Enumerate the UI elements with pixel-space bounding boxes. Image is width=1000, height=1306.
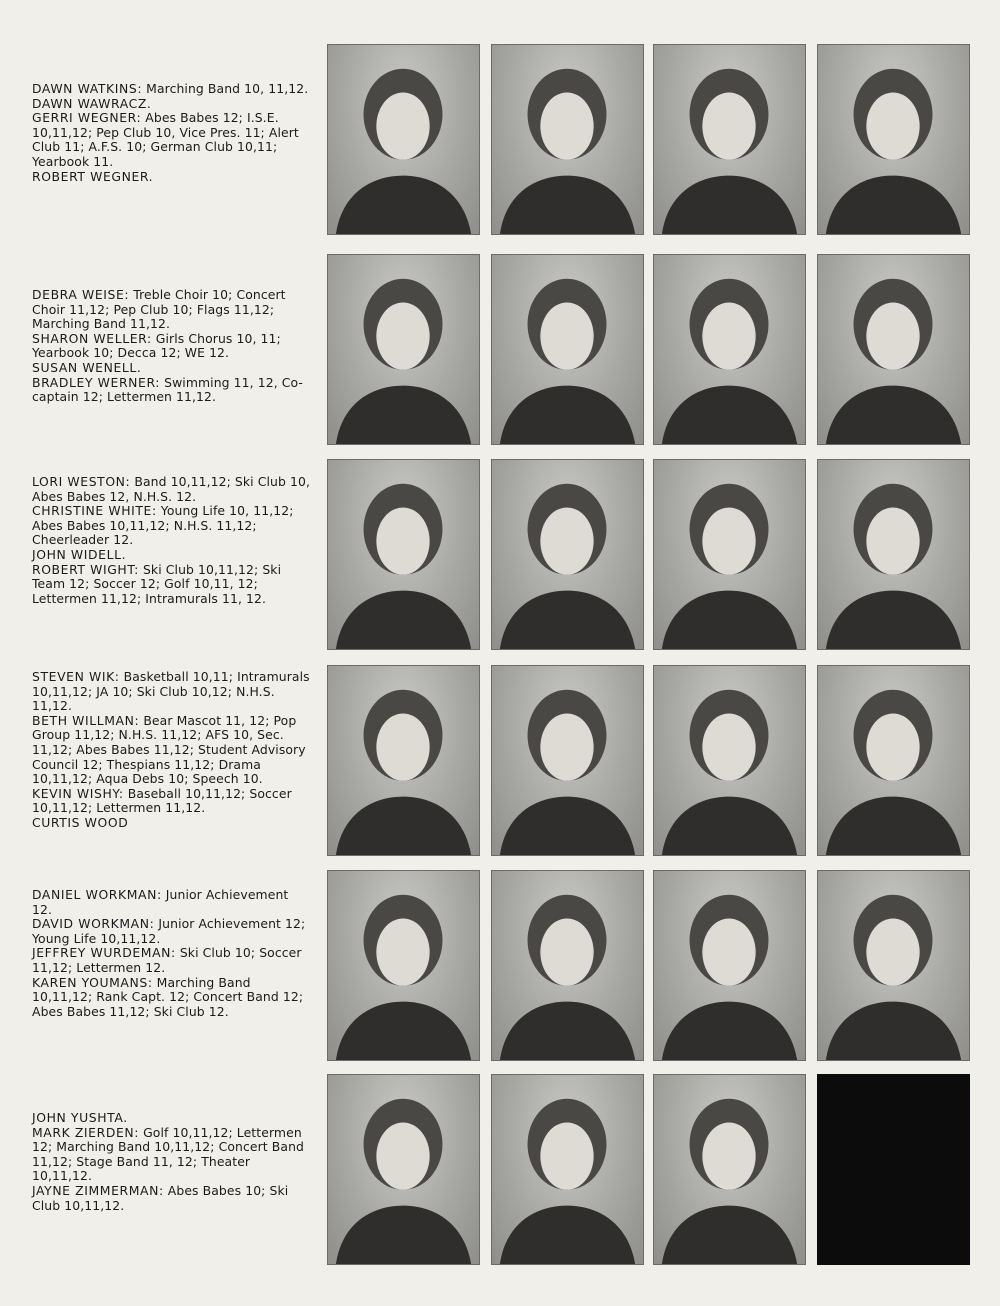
caption-entry: JOHN WIDELL. bbox=[32, 546, 127, 562]
portrait-shoulders bbox=[662, 1206, 797, 1264]
portrait-face bbox=[866, 302, 919, 369]
portrait-shoulders bbox=[500, 386, 635, 444]
portrait-silhouette bbox=[492, 666, 643, 855]
portrait-photo bbox=[491, 459, 644, 650]
portrait-face bbox=[866, 92, 919, 159]
portrait-silhouette bbox=[818, 871, 969, 1060]
portrait-silhouette bbox=[492, 45, 643, 234]
portrait-face bbox=[540, 302, 593, 369]
portrait-face bbox=[376, 302, 429, 369]
portrait-photo bbox=[817, 665, 970, 856]
portrait-photo bbox=[491, 1074, 644, 1265]
portrait-silhouette bbox=[492, 1075, 643, 1264]
caption-entry: JAYNE ZIMMERMAN: Abes Babes 10; Ski Club 10,11,12. bbox=[32, 1182, 289, 1213]
portrait-face bbox=[702, 302, 755, 369]
portrait-photo bbox=[327, 1074, 480, 1265]
caption-entry: DAWN WATKINS: Marching Band 10, 11,12. bbox=[32, 81, 309, 96]
portrait-photo bbox=[327, 870, 480, 1061]
portrait-silhouette bbox=[654, 1075, 805, 1264]
portrait-shoulders bbox=[826, 386, 961, 444]
portrait-photo bbox=[817, 254, 970, 445]
portrait-shoulders bbox=[662, 386, 797, 444]
portrait-shoulders bbox=[336, 1206, 471, 1264]
portrait-face bbox=[702, 1122, 755, 1189]
portrait-shoulders bbox=[662, 591, 797, 649]
portrait-photo bbox=[491, 254, 644, 445]
portrait-silhouette bbox=[328, 1075, 479, 1264]
portrait-shoulders bbox=[500, 797, 635, 855]
caption-row-3 bbox=[32, 475, 310, 606]
portrait-silhouette bbox=[818, 45, 969, 234]
portrait-photo bbox=[653, 1074, 806, 1265]
portrait-photo bbox=[491, 44, 644, 235]
caption-entry: ROBERT WIGHT: Ski Club 10,11,12; Ski Team 12; Soccer 12; Golf 10,11, 12; Lettermen 11,12; Intramurals 11, 12. bbox=[32, 561, 282, 606]
caption-entry: KEVIN WISHY: Baseball 10,11,12; Soccer 10,11,12; Lettermen 11,12. bbox=[32, 785, 292, 816]
portrait-silhouette bbox=[654, 255, 805, 444]
portrait-shoulders bbox=[500, 1002, 635, 1060]
caption-entry: SUSAN WENELL. bbox=[32, 359, 142, 375]
caption-entry: BETH WILLMAN: Bear Mascot 11, 12; Pop Group 11,12; N.H.S. 11,12; AFS 10, Sec. 11,12; Abes Babes 11,12; Student Advisory Council 12; Thespians 11,12; Drama 10,11,12; Aqua Debs 10; Speech 10. bbox=[32, 712, 306, 787]
caption-entry: DANIEL WORKMAN: Junior Achievement 12. bbox=[32, 887, 289, 917]
portrait-photo bbox=[327, 254, 480, 445]
portrait-shoulders bbox=[826, 176, 961, 234]
portrait-silhouette bbox=[654, 871, 805, 1060]
portrait-face bbox=[540, 92, 593, 159]
portrait-shoulders bbox=[336, 591, 471, 649]
portrait-photo bbox=[817, 44, 970, 235]
blank-photo-placeholder bbox=[817, 1074, 970, 1265]
portrait-shoulders bbox=[336, 1002, 471, 1060]
portrait-silhouette bbox=[654, 45, 805, 234]
portrait-face bbox=[376, 918, 429, 985]
caption-entry: GERRI WEGNER: Abes Babes 12; I.S.E. 10,11,12; Pep Club 10, Vice Pres. 11; Alert Club 11; A.F.S. 10; German Club 10,11; Yearbook 11. bbox=[32, 110, 299, 169]
portrait-silhouette bbox=[818, 460, 969, 649]
portrait-shoulders bbox=[662, 176, 797, 234]
caption-row-5 bbox=[32, 888, 310, 1019]
caption-row-1 bbox=[32, 82, 310, 184]
portrait-photo bbox=[653, 665, 806, 856]
caption-entry: JEFFREY WURDEMAN: Ski Club 10; Soccer 11,12; Lettermen 12. bbox=[32, 945, 302, 975]
caption-entry: JOHN YUSHTA. bbox=[32, 1110, 128, 1125]
portrait-shoulders bbox=[662, 797, 797, 855]
caption-entry: DAWN WAWRACZ. bbox=[32, 95, 152, 111]
caption-row-6 bbox=[32, 1111, 310, 1213]
portrait-shoulders bbox=[500, 1206, 635, 1264]
caption-entry: ROBERT WEGNER. bbox=[32, 168, 154, 184]
portrait-photo bbox=[653, 254, 806, 445]
portrait-silhouette bbox=[328, 666, 479, 855]
portrait-shoulders bbox=[336, 386, 471, 444]
portrait-photo bbox=[817, 459, 970, 650]
portrait-face bbox=[376, 92, 429, 159]
portrait-photo bbox=[327, 44, 480, 235]
portrait-photo bbox=[653, 870, 806, 1061]
portrait-photo bbox=[817, 870, 970, 1061]
portrait-silhouette bbox=[818, 255, 969, 444]
portrait-shoulders bbox=[336, 176, 471, 234]
portrait-face bbox=[866, 507, 919, 574]
caption-entry: STEVEN WIK: Basketball 10,11; Intramurals 10,11,12; JA 10; Ski Club 10,12; N.H.S. 11,12. bbox=[32, 669, 310, 714]
portrait-shoulders bbox=[826, 797, 961, 855]
portrait-silhouette bbox=[818, 666, 969, 855]
portrait-face bbox=[866, 918, 919, 985]
caption-entry: MARK ZIERDEN: Golf 10,11,12; Lettermen 12; Marching Band 10,11,12; Concert Band 11,12; Stage Band 11, 12; Theater 10,11,12. bbox=[32, 1124, 305, 1184]
caption-row-2 bbox=[32, 288, 310, 405]
caption-entry: LORI WESTON: Band 10,11,12; Ski Club 10, Abes Babes 12, N.H.S. 12. bbox=[32, 474, 310, 504]
portrait-silhouette bbox=[328, 255, 479, 444]
portrait-silhouette bbox=[492, 255, 643, 444]
portrait-silhouette bbox=[328, 460, 479, 649]
portrait-face bbox=[540, 1122, 593, 1189]
caption-entry: KAREN YOUMANS: Marching Band 10,11,12; Rank Capt. 12; Concert Band 12; Abes Babes 11,12; Ski Club 12. bbox=[32, 974, 304, 1019]
portrait-silhouette bbox=[492, 871, 643, 1060]
portrait-face bbox=[376, 507, 429, 574]
caption-entry: CHRISTINE WHITE: Young Life 10, 11,12; Abes Babes 10,11,12; N.H.S. 11,12; Cheerleader 12. bbox=[32, 503, 294, 548]
portrait-shoulders bbox=[500, 176, 635, 234]
portrait-silhouette bbox=[492, 460, 643, 649]
portrait-face bbox=[702, 507, 755, 574]
caption-entry: SHARON WELLER: Girls Chorus 10, 11; Yearbook 10; Decca 12; WE 12. bbox=[32, 330, 281, 361]
portrait-silhouette bbox=[654, 666, 805, 855]
caption-row-4 bbox=[32, 670, 310, 831]
portrait-face bbox=[540, 918, 593, 985]
portrait-silhouette bbox=[328, 45, 479, 234]
portrait-face bbox=[702, 918, 755, 985]
portrait-photo bbox=[653, 459, 806, 650]
portrait-face bbox=[540, 507, 593, 574]
portrait-photo bbox=[327, 459, 480, 650]
portrait-shoulders bbox=[826, 1002, 961, 1060]
caption-entry: DAVID WORKMAN: Junior Achievement 12; Young Life 10,11,12. bbox=[32, 916, 306, 946]
portrait-photo bbox=[491, 870, 644, 1061]
caption-entry: CURTIS WOOD bbox=[32, 814, 129, 830]
portrait-silhouette bbox=[328, 871, 479, 1060]
portrait-face bbox=[376, 713, 429, 780]
portrait-face bbox=[702, 713, 755, 780]
portrait-shoulders bbox=[826, 591, 961, 649]
portrait-shoulders bbox=[336, 797, 471, 855]
portrait-face bbox=[540, 713, 593, 780]
portrait-photo bbox=[327, 665, 480, 856]
caption-entry: BRADLEY WERNER: Swimming 11, 12, Co-captain 12; Lettermen 11,12. bbox=[32, 374, 304, 405]
portrait-silhouette bbox=[654, 460, 805, 649]
portrait-photo bbox=[653, 44, 806, 235]
portrait-face bbox=[702, 92, 755, 159]
portrait-shoulders bbox=[662, 1002, 797, 1060]
portrait-face bbox=[376, 1122, 429, 1189]
caption-entry: DEBRA WEISE: Treble Choir 10; Concert Choir 11,12; Pep Club 10; Flags 11,12; Marching Band 11,12. bbox=[32, 287, 286, 332]
portrait-shoulders bbox=[500, 591, 635, 649]
portrait-face bbox=[866, 713, 919, 780]
portrait-photo bbox=[491, 665, 644, 856]
